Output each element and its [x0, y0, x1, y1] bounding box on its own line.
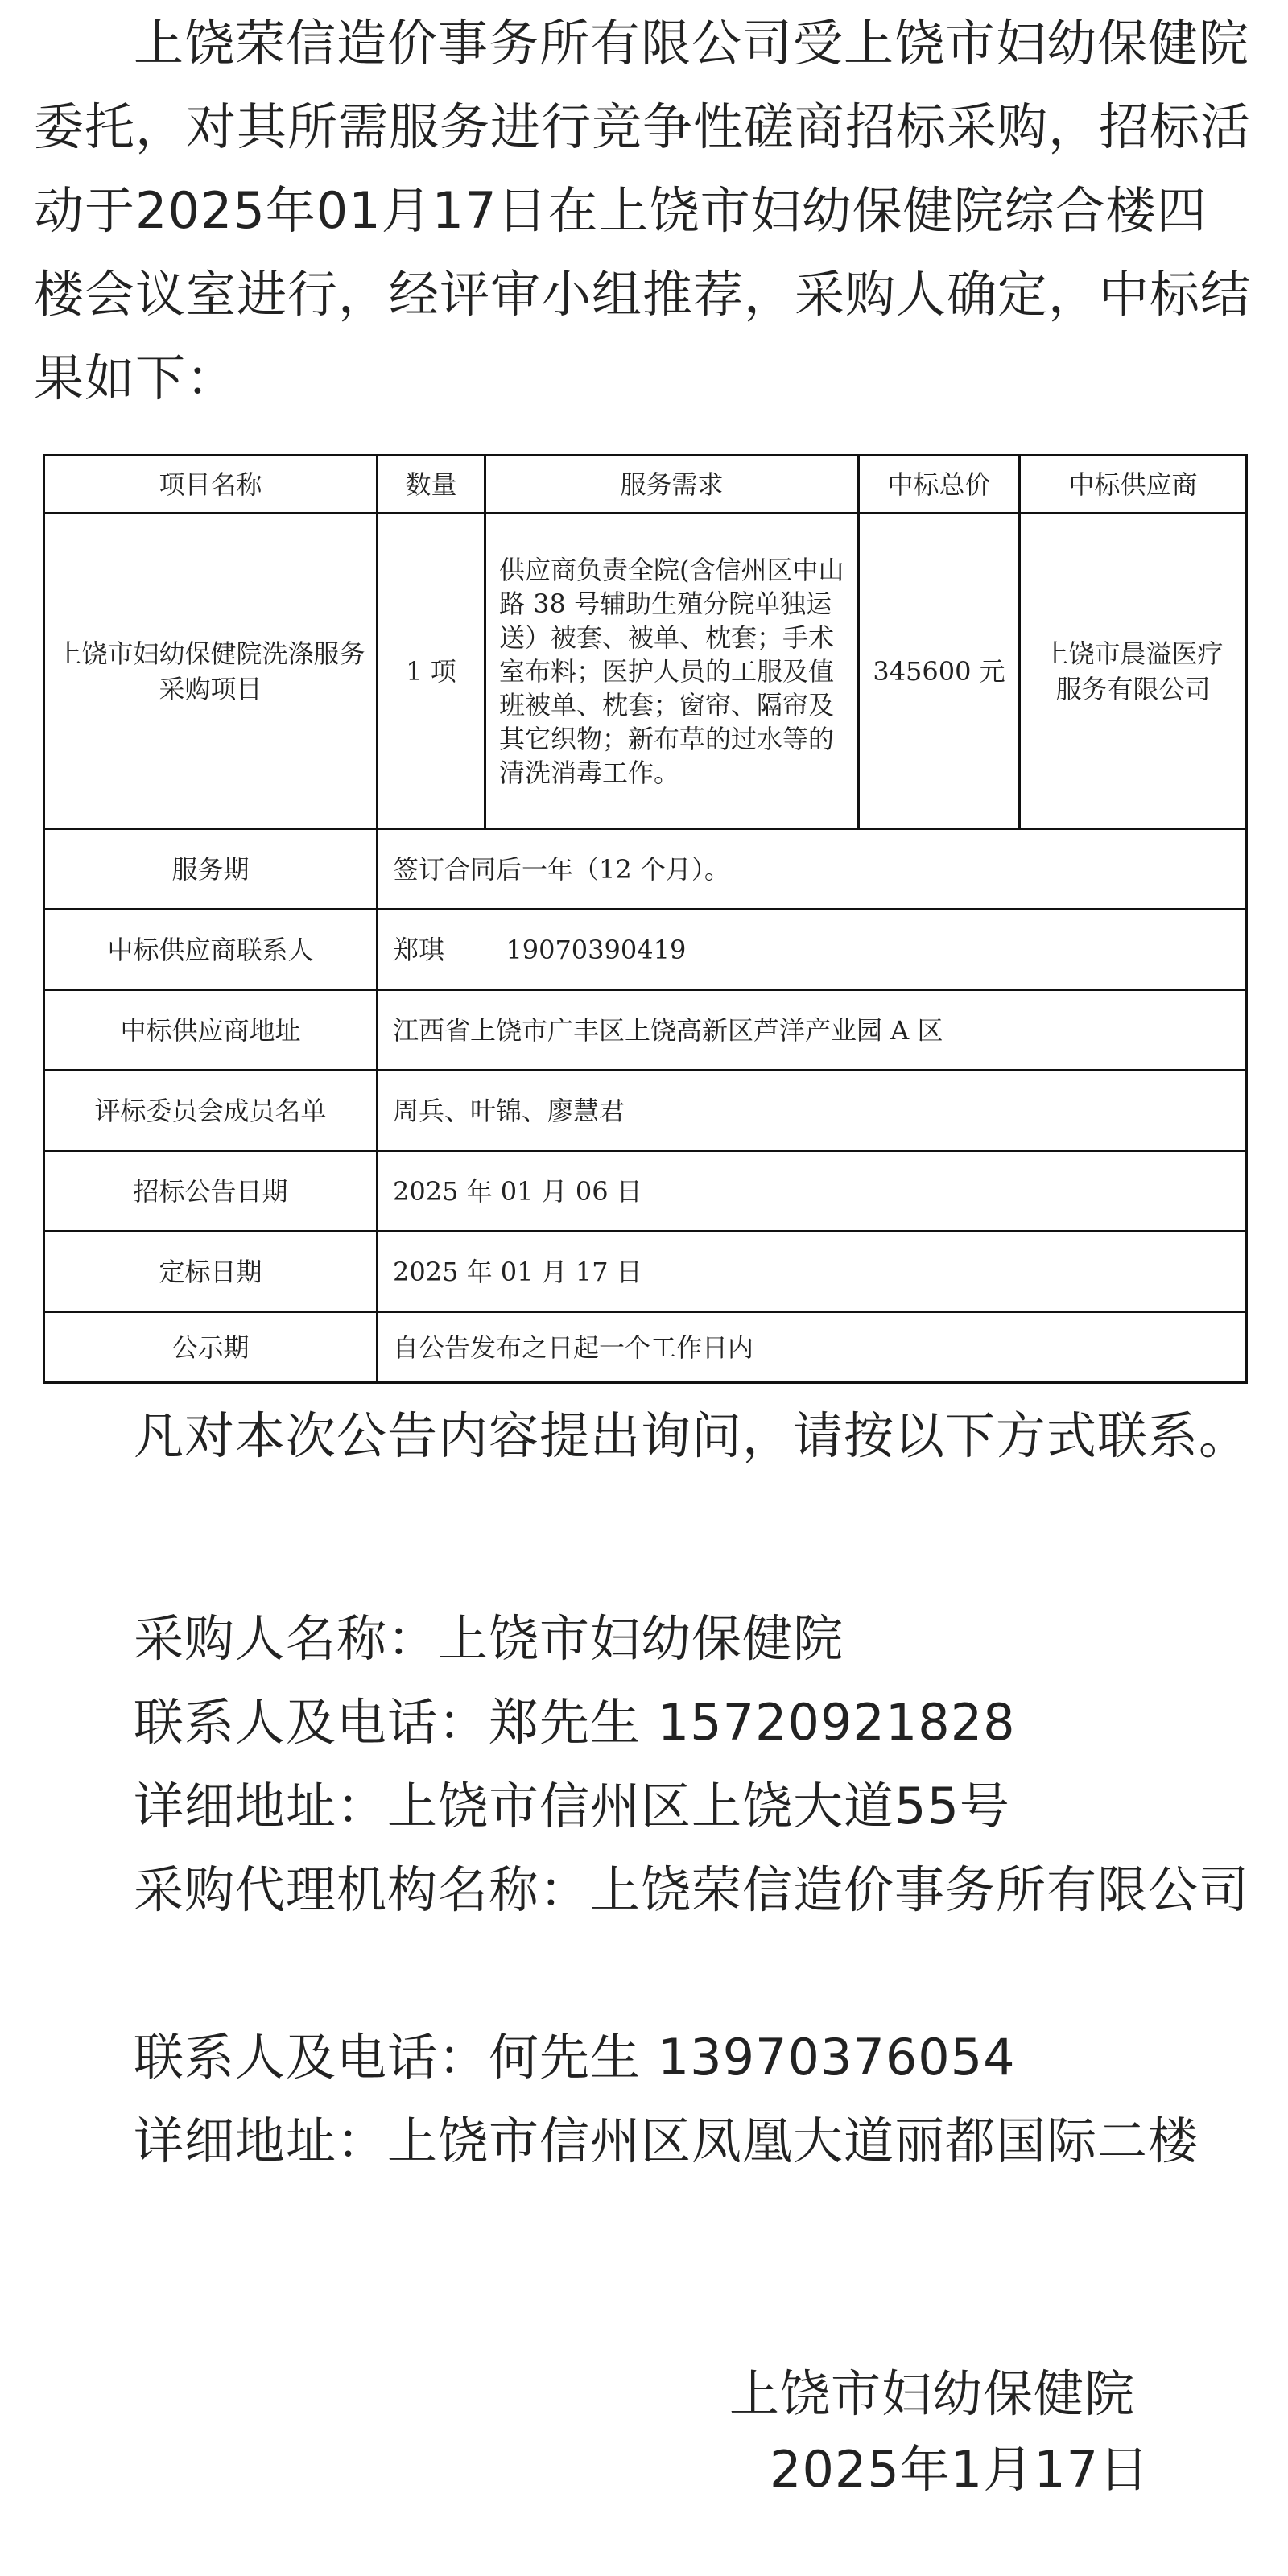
committee-value: 周兵、叶锦、廖慧君 [378, 1071, 1247, 1151]
announce-date-value: 2025 年 01 月 06 日 [378, 1151, 1247, 1232]
publicity-value: 自公告发布之日起一个工作日内 [378, 1312, 1247, 1383]
decision-date-row [44, 1232, 1247, 1312]
agency-name: 采购代理机构名称：上饶荣信造价事务所有限公司 [134, 1860, 1250, 1919]
header-quantity: 数量 [378, 456, 485, 514]
address-row [44, 990, 1247, 1071]
agency-address: 详细地址：上饶市信州区凤凰大道丽都国际二楼 [134, 2112, 1199, 2170]
project-name: 上饶市妇幼保健院洗涤服务采购项目 [44, 514, 378, 829]
project-quantity: 1 项 [378, 514, 485, 829]
purchaser-contact: 联系人及电话：郑先生 15720921828 [134, 1693, 1016, 1752]
decision-date-value: 2025 年 01 月 17 日 [378, 1232, 1247, 1312]
address-label: 中标供应商地址 [44, 990, 378, 1071]
header-total-price: 中标总价 [859, 456, 1020, 514]
publicity-label: 公示期 [44, 1312, 378, 1383]
signature-date: 2025年1月17日 [770, 2440, 1150, 2499]
contact-label: 中标供应商联系人 [44, 910, 378, 990]
committee-row [44, 1071, 1247, 1151]
contact-name: 郑琪 [393, 934, 445, 965]
purchaser-address: 详细地址：上饶市信州区上饶大道55号 [134, 1777, 1010, 1835]
signature-org: 上饶市妇幼保健院 [729, 2364, 1136, 2423]
contact-value [378, 910, 1247, 990]
bid-result-table [43, 454, 1248, 1384]
address-value: 江西省上饶市广丰区上饶高新区芦洋产业园 A 区 [378, 990, 1247, 1071]
contact-row [44, 910, 1247, 990]
project-total-price: 345600 元 [859, 514, 1020, 829]
service-period-value: 签订合同后一年（12 个月）。 [378, 829, 1247, 910]
header-project-name: 项目名称 [44, 456, 378, 514]
table-header-row [44, 456, 1247, 514]
inquiry-paragraph: 凡对本次公告内容提出询问，请按以下方式联系。 [134, 1406, 1250, 1465]
decision-date-label: 定标日期 [44, 1232, 378, 1312]
project-service-demand: 供应商负责全院(含信州区中山路 38 号辅助生殖分院单独运送）被套、被单、枕套；手术室布料；医护人员的工服及值班被单、枕套；窗帘、隔帘及其它织物；新布草的过水等的清洗消毒工作。 [485, 514, 859, 829]
committee-label: 评标委员会成员名单 [44, 1071, 378, 1151]
project-supplier: 上饶市晨溢医疗服务有限公司 [1020, 514, 1247, 829]
announce-date-row [44, 1151, 1247, 1232]
service-period-label: 服务期 [44, 829, 378, 910]
header-service-demand: 服务需求 [485, 456, 859, 514]
project-row [44, 514, 1247, 829]
agency-contact: 联系人及电话：何先生 13970376054 [134, 2028, 1016, 2087]
service-period-row [44, 829, 1247, 910]
contact-phone: 19070390419 [506, 934, 687, 965]
header-supplier: 中标供应商 [1020, 456, 1247, 514]
intro-paragraph: 上饶荣信造价事务所有限公司受上饶市妇幼保健院委托，对其所需服务进行竞争性磋商招标采购，招标活动于2025年01月17日在上饶市妇幼保健院综合楼四楼会议室进行，经评审小组推荐，采购人确定，中标结果如下： [34, 14, 1252, 407]
publicity-row [44, 1312, 1247, 1383]
purchaser-name: 采购人名称：上饶市妇幼保健院 [134, 1609, 844, 1668]
announce-date-label: 招标公告日期 [44, 1151, 378, 1232]
